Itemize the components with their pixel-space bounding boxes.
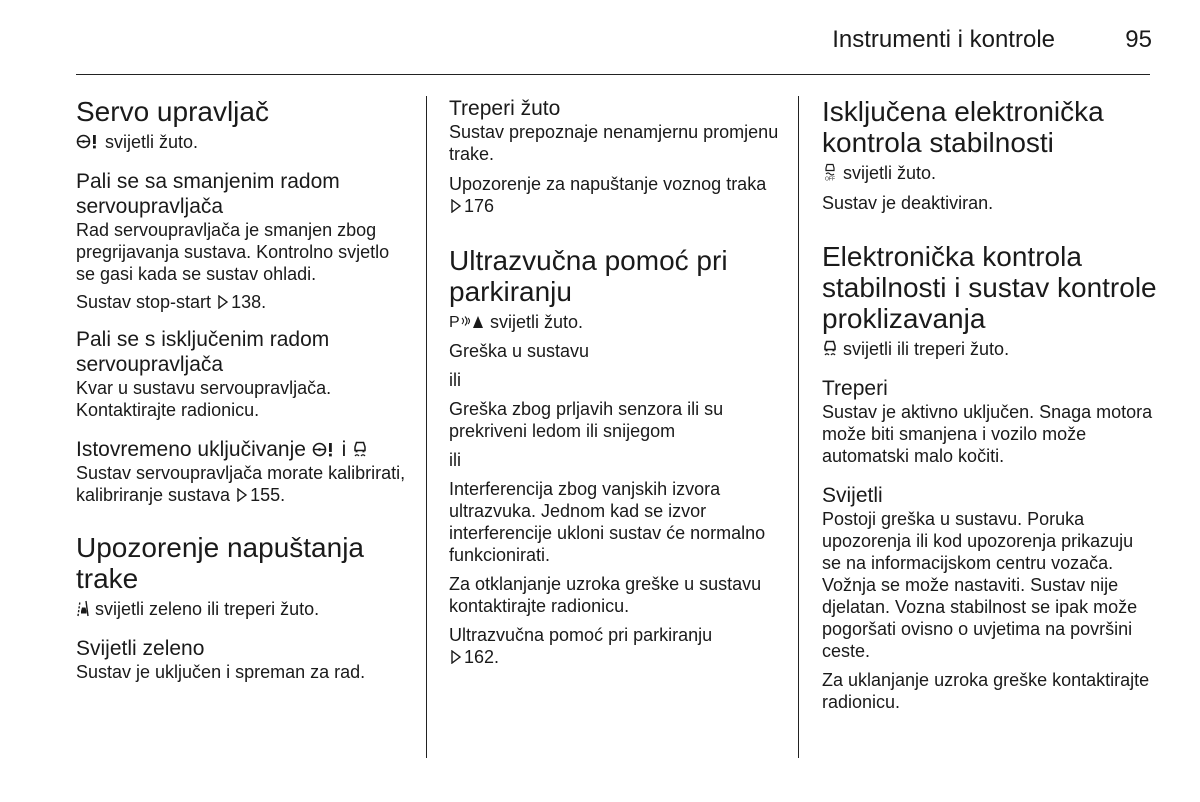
esc-off-text: Sustav je deaktiviran. (822, 193, 994, 213)
park-item: ili (449, 370, 461, 390)
off-servo-text: Kvar u sustavu servoupravljača. Kontaktirajte radionicu. (76, 378, 332, 420)
esc-status-text: svijetli ili treperi žuto. (843, 339, 1010, 359)
heading-lit-green: Svijetli zeleno (76, 637, 205, 660)
lit-text-contact: Za uklanjanje uzroka greške kontaktirajte radionicu. (822, 670, 1150, 712)
park-item: Za otklanjanje uzroka greške u sustavu kontaktirajte radionicu. (449, 574, 762, 616)
reference-page: 138. (231, 292, 267, 312)
reference-text: Ultrazvučna pomoć pri parkiranju (449, 625, 713, 645)
reference-page: 162. (464, 647, 500, 667)
heading-lit: Svijetli (822, 484, 883, 507)
page-reference-arrow-icon (236, 488, 248, 502)
park-status-text: svijetli žuto. (490, 312, 584, 332)
park-item: Greška zbog prljavih senzora ili su prekriveni ledom ili snijegom (449, 399, 724, 441)
lane-warning-reference (449, 173, 784, 217)
column-divider-1 (426, 96, 427, 758)
steering-fault-warning-icon (76, 133, 100, 150)
heading-simultaneous (76, 437, 411, 462)
park-status-line (449, 311, 784, 333)
esc-skid-car-icon (352, 439, 368, 458)
reduced-servo-text: Rad servoupravljača je smanjen zbog pregrijavanja sustava. Kontrolno svjetlo se gasi kada se sustav ohladi. (76, 220, 390, 284)
heading-flashing: Treperi (822, 377, 888, 400)
heading-park-assist: Ultrazvučna pomoć pri parkiranju (449, 245, 728, 307)
flashing-text: Sustav je aktivno uključen. Snaga motora može biti smanjena i vozilo može automatski malo kočiti. (822, 402, 1153, 466)
park-assist-icon (449, 313, 485, 330)
column-divider-2 (798, 96, 799, 758)
svg-text:OFF: OFF (825, 176, 835, 181)
lit-text: Postoji greška u sustavu. Poruka upozorenja ili kod upozorenja prikazuju se na informacijskom centru vozača. Vožnja se može nastaviti. Sustav nije djelatan. Vozna stabilnost se ipak može pogoršati ovisno o uvjetima na površini ceste. (822, 509, 1138, 661)
reference-text: Upozorenje za napuštanje voznog traka (449, 174, 767, 194)
servo-status-line (76, 131, 411, 153)
heading-flash-yellow: Treperi žuto (449, 97, 561, 120)
lane-status-text: svijetli zeleno ili treperi žuto. (95, 599, 320, 619)
park-item: Greška u sustavu (449, 341, 590, 361)
heading-simultaneous-and: i (341, 438, 347, 461)
page-reference-arrow-icon (217, 295, 229, 309)
svg-text:P: P (449, 314, 460, 330)
heading-simultaneous-text: Istovremeno uključivanje (76, 438, 306, 461)
park-item: Interferencija zbog vanjskih izvora ultrazvuka. Jednom kad se izvor interferencije ukloni sustav će normalno funkcionirati. (449, 479, 766, 565)
steering-fault-warning-icon (312, 441, 336, 458)
park-assist-reference (449, 624, 784, 668)
column-1 (76, 96, 411, 683)
page-reference-arrow-icon (450, 650, 462, 664)
park-item: ili (449, 450, 461, 470)
esc-off-status-line (822, 162, 1157, 184)
servo-status-text: svijetli žuto. (105, 132, 199, 152)
heading-lane-departure: Upozorenje napuštanja trake (76, 532, 364, 594)
reference-page: 155. (250, 485, 286, 505)
reference-page: 176 (464, 196, 495, 216)
esc-off-status-text: svijetli žuto. (843, 163, 937, 183)
heading-esc-tc: Elektronička kontrola stabilnosti i sustav kontrole proklizavanja (822, 241, 1157, 334)
esc-status-line (822, 338, 1157, 360)
lit-green-text: Sustav je uključen i spreman za rad. (76, 662, 366, 682)
heading-servo: Servo upravljač (76, 96, 269, 127)
page-reference-arrow-icon (450, 199, 462, 213)
esc-off-icon (822, 162, 838, 181)
simultaneous-body: Sustav servoupravljača morate kalibrirati, kalibriranje sustava (76, 463, 406, 505)
column-3 (822, 96, 1157, 713)
flash-yellow-text: Sustav prepoznaje nenamjernu promjenu trake. (449, 122, 779, 164)
heading-reduced-servo: Pali se sa smanjenim radom servoupravljača (76, 170, 340, 218)
heading-esc-off: Isključena elektronička kontrola stabilnosti (822, 96, 1104, 158)
lane-departure-icon (76, 600, 90, 617)
lane-status-line (76, 598, 411, 620)
running-header-title: Instrumenti i kontrole (832, 26, 1055, 53)
column-2 (449, 96, 784, 668)
heading-off-servo: Pali se s isključenim radom servoupravljača (76, 328, 330, 376)
esc-skid-car-icon (822, 338, 838, 357)
page-number: 95 (1125, 26, 1152, 53)
simultaneous-text (76, 462, 411, 506)
reference-text: Sustav stop-start (76, 292, 212, 312)
header-rule (76, 74, 1150, 75)
stop-start-reference (76, 291, 411, 313)
